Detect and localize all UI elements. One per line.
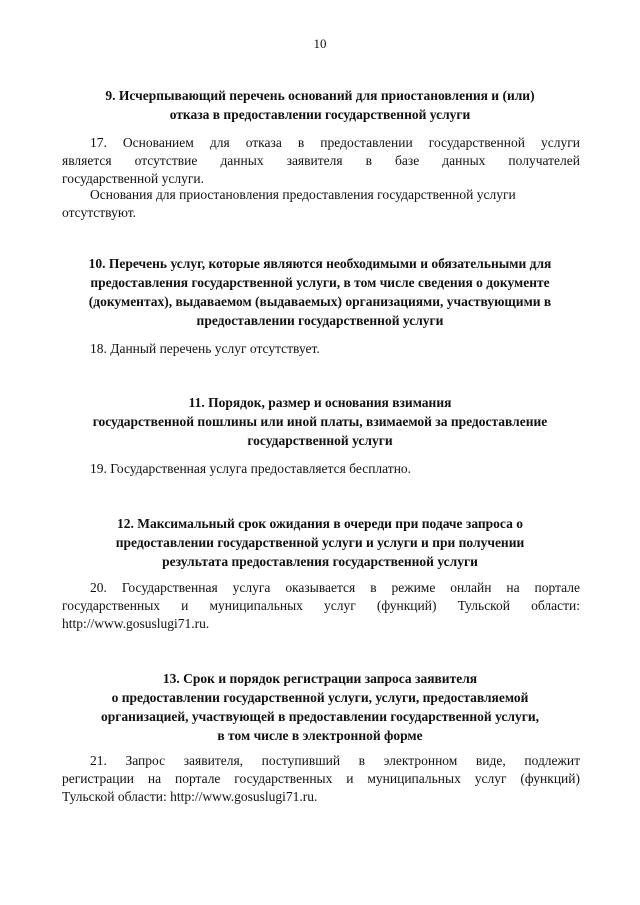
heading-line: предоставлении государственной услуги и услуги и при получении — [115, 535, 525, 550]
paragraph-line: 17. Основанием для отказа в предоставлении государственной услуги — [90, 135, 580, 150]
paragraph-line: государственной услуги. — [62, 171, 204, 186]
heading-line: о предоставлении государственной услуги, услуги, предоставляемой — [111, 690, 529, 705]
section-13-heading — [60, 669, 580, 745]
paragraph-line: http://www.gosuslugi71.ru. — [62, 616, 210, 631]
heading-line: (документах), выдаваемом (выдаваемых) организациями, участвующими в — [88, 294, 552, 309]
paragraph-line: 18. Данный перечень услуг отсутствует. — [90, 341, 320, 356]
heading-line: в том числе в электронной форме — [217, 728, 423, 743]
paragraph-line: 21. Запрос заявителя, поступивший в электронном виде, подлежит — [90, 753, 580, 768]
heading-line: отказа в предоставлении государственной услуги — [169, 107, 471, 122]
heading-line: 10. Перечень услуг, которые являются необходимыми и обязательными для — [88, 256, 552, 271]
paragraph-20 — [62, 579, 580, 633]
heading-line: 9. Исчерпывающий перечень оснований для приостановления и (или) — [105, 88, 535, 103]
paragraph-line: отсутствуют. — [62, 205, 136, 220]
heading-line: предоставления государственной услуги, в том числе сведения о документе — [90, 275, 550, 290]
heading-line: государственной пошлины или иной платы, взимаемой за предоставление — [92, 414, 548, 429]
section-11-heading — [60, 393, 580, 450]
heading-line: результата предоставления государственной услуги — [162, 554, 478, 569]
paragraph-suspension — [62, 186, 580, 222]
paragraph-line: Тульской области: http://www.gosuslugi71.ru. — [62, 789, 318, 804]
paragraph-line: государственных и муниципальных услуг (функций) Тульской области: — [62, 598, 580, 613]
paragraph-21 — [62, 752, 580, 806]
section-10-heading — [60, 254, 580, 330]
heading-line: организацией, участвующей в предоставлении государственной услуги, — [100, 709, 540, 724]
heading-line: 11. Порядок, размер и основания взимания — [188, 395, 452, 410]
paragraph-line: 20. Государственная услуга оказывается в режиме онлайн на портале — [90, 580, 580, 595]
paragraph-18 — [62, 340, 580, 358]
paragraph-line: Основания для приостановления предоставления государственной услуги — [90, 187, 516, 202]
paragraph-19 — [62, 460, 580, 478]
paragraph-line: является отсутствие данных заявителя в базе данных получателей — [62, 153, 580, 168]
heading-line: предоставлении государственной услуги — [196, 313, 444, 328]
paragraph-17 — [62, 134, 580, 188]
section-9-heading — [60, 86, 580, 124]
page-number: 10 — [313, 36, 327, 51]
heading-line: 12. Максимальный срок ожидания в очереди при подаче запроса о — [117, 516, 523, 531]
heading-line: 13. Срок и порядок регистрации запроса заявителя — [162, 671, 478, 686]
paragraph-line: регистрации на портале государственных и муниципальных услуг (функций) — [62, 771, 580, 786]
paragraph-line: 19. Государственная услуга предоставляется бесплатно. — [90, 461, 412, 476]
heading-line: государственной услуги — [247, 433, 393, 448]
section-12-heading — [60, 514, 580, 571]
